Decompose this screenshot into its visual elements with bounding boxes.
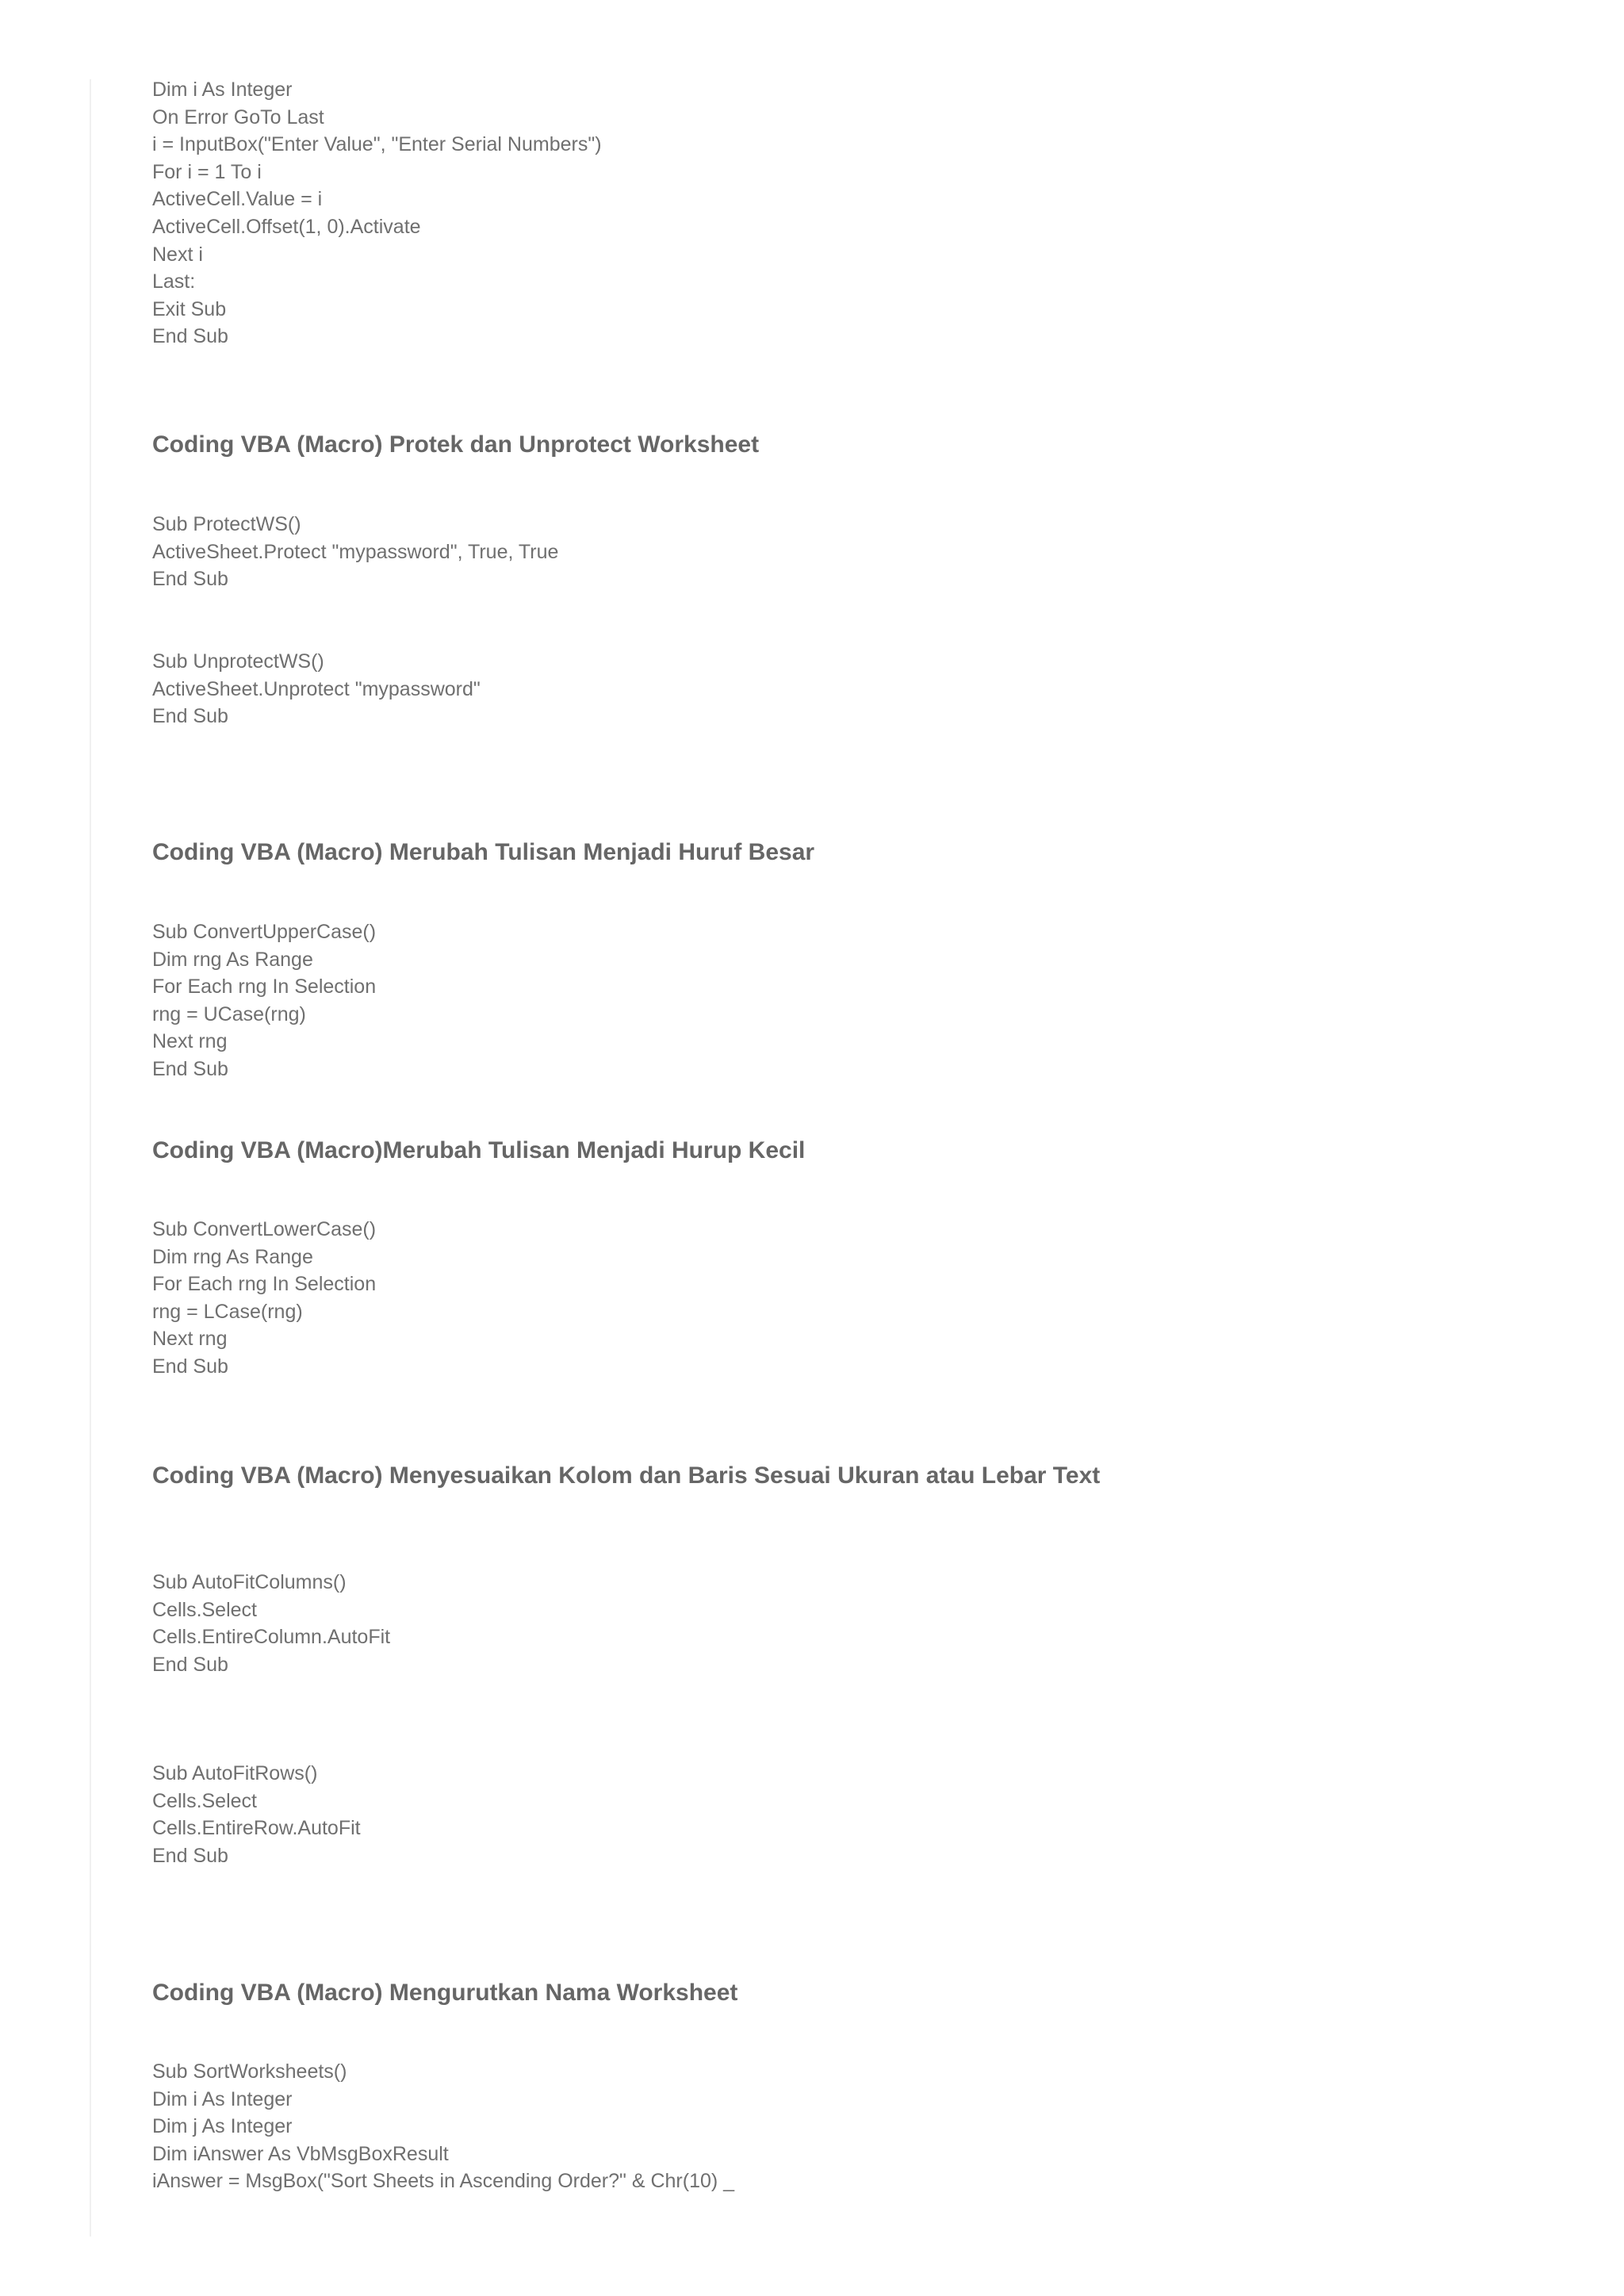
code-line: ActiveSheet.Unprotect "mypassword" <box>152 677 481 700</box>
code-line: ActiveSheet.Protect "mypassword", True, True <box>152 540 559 563</box>
code-block-unprotect-ws <box>152 648 481 730</box>
code-line: Sub AutoFitRows() <box>152 1762 318 1784</box>
code-line: Next rng <box>152 1030 228 1053</box>
code-line: Cells.EntireRow.AutoFit <box>152 1817 361 1840</box>
code-line: Dim i As Integer <box>152 2087 293 2110</box>
code-line: iAnswer = MsgBox("Sort Sheets in Ascending Order?" & Chr(10) _ <box>152 2170 735 2193</box>
code-line: For Each rng In Selection <box>152 976 377 999</box>
code-block-convert-uppercase <box>152 918 376 1083</box>
code-block-sort-worksheets <box>152 2058 734 2195</box>
code-line: End Sub <box>152 1057 228 1080</box>
section-heading-protect-worksheet: Coding VBA (Macro) Protek dan Unprotect Worksheet <box>152 431 760 458</box>
code-line: End Sub <box>152 325 228 348</box>
code-line: Dim i As Integer <box>152 79 293 101</box>
code-line: End Sub <box>152 1355 228 1378</box>
code-line: End Sub <box>152 568 228 591</box>
code-block-convert-lowercase <box>152 1216 376 1381</box>
code-block-autofit-columns <box>152 1569 390 1678</box>
code-line: Sub ConvertUpperCase() <box>152 921 377 943</box>
code-line: End Sub <box>152 1653 228 1676</box>
code-line: i = InputBox("Enter Value", "Enter Serial Numbers") <box>152 133 602 156</box>
code-block-serial-numbers <box>152 76 602 351</box>
code-line: Dim j As Integer <box>152 2115 293 2138</box>
code-line: Sub UnprotectWS() <box>152 650 324 673</box>
code-line: rng = LCase(rng) <box>152 1300 303 1323</box>
code-line: Next i <box>152 243 203 266</box>
section-heading-autofit: Coding VBA (Macro) Menyesuaikan Kolom dan Baris Sesuai Ukuran atau Lebar Text <box>152 1462 1101 1489</box>
code-line: Cells.Select <box>152 1598 257 1621</box>
code-line: ActiveCell.Value = i <box>152 188 323 211</box>
left-margin-rule <box>90 79 91 2237</box>
code-line: Cells.Select <box>152 1789 257 1812</box>
section-heading-lowercase: Coding VBA (Macro)Merubah Tulisan Menjadi Hurup Kecil <box>152 1137 806 1163</box>
code-line: For Each rng In Selection <box>152 1273 377 1296</box>
code-line: Last: <box>152 270 196 293</box>
code-line: Sub ProtectWS() <box>152 513 301 535</box>
section-heading-uppercase: Coding VBA (Macro) Merubah Tulisan Menjadi Huruf Besar <box>152 839 815 865</box>
code-block-autofit-rows <box>152 1760 361 1869</box>
code-line: Dim rng As Range <box>152 948 313 971</box>
code-line: Sub AutoFitColumns() <box>152 1571 347 1593</box>
code-line: Dim rng As Range <box>152 1245 313 1268</box>
code-line: Next rng <box>152 1328 228 1351</box>
code-line: Sub SortWorksheets() <box>152 2060 347 2083</box>
code-block-protect-ws <box>152 511 558 593</box>
code-line: On Error GoTo Last <box>152 105 324 128</box>
code-line: Sub ConvertLowerCase() <box>152 1218 377 1240</box>
code-line: Exit Sub <box>152 297 227 320</box>
code-line: End Sub <box>152 1844 228 1867</box>
code-line: Dim iAnswer As VbMsgBoxResult <box>152 2142 449 2165</box>
section-heading-sort-worksheets: Coding VBA (Macro) Mengurutkan Nama Worksheet <box>152 1980 738 2006</box>
code-line: ActiveCell.Offset(1, 0).Activate <box>152 215 421 238</box>
code-line: rng = UCase(rng) <box>152 1002 306 1025</box>
code-line: For i = 1 To i <box>152 160 262 183</box>
code-line: Cells.EntireColumn.AutoFit <box>152 1626 391 1649</box>
code-line: End Sub <box>152 705 228 728</box>
